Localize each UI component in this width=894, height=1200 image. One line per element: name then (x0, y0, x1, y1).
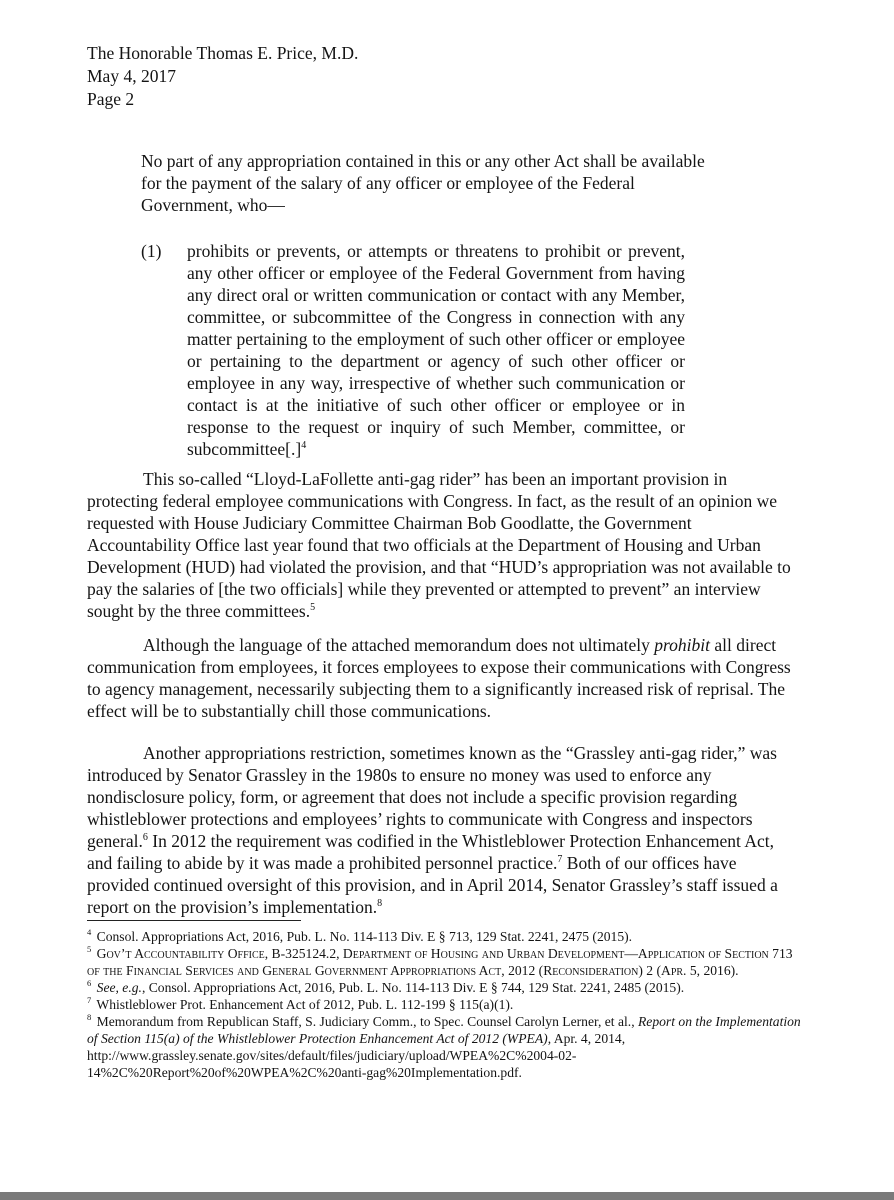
footnote-number: 7 (87, 995, 92, 1006)
paragraph-text: all direct communication from employees, it forces employees to expose their communications with Congress to agency management, necessarily subjecting them to a significantly increased risk of reprisal. The effect will be to substantially chill those communications. (87, 635, 791, 721)
footnote-8 (87, 1013, 807, 1081)
recipient-line: The Honorable Thomas E. Price, M.D. (87, 43, 359, 63)
footnote-text: Whistleblower Prot. Enhancement Act of 2012, Pub. L. 112-199 § 115(a)(1). (93, 997, 514, 1012)
footnote-ref-5: 5 (310, 602, 316, 614)
emphasis-prohibit: prohibit (654, 635, 711, 655)
quote-lead-text: No part of any appropriation contained in this or any other Act shall be available for the payment of the salary of any officer or employee of the Federal Government, who— (141, 151, 705, 215)
footnote-7 (87, 996, 807, 1013)
footnote-5 (87, 945, 807, 979)
paragraph-grassley-rider (87, 742, 797, 918)
footnote-text: Consol. Appropriations Act, 2016, Pub. L. No. 114-113 Div. E § 713, 129 Stat. 2241, 2475 (2015). (93, 929, 633, 944)
footnotes (87, 928, 807, 1081)
footnote-divider (87, 920, 301, 921)
quote-item-number: (1) (141, 241, 162, 261)
footnote-6 (87, 979, 807, 996)
paragraph-text: Although the language of the attached memorandum does not ultimately (143, 635, 655, 655)
footnote-number: 5 (87, 944, 92, 955)
footnote-signal: See, e.g. (93, 980, 142, 995)
footnote-ref-8: 8 (377, 898, 383, 910)
quote-item-body: prohibits or prevents, or attempts or threatens to prohibit or prevent, any other officer or employee of the Federal Government from having any direct oral or written communication or contact with any Member, committee, or subcommittee of the Congress in connection with any matter pertaining to the employment of such other officer or employee or pertaining to the department or agency of such other officer or employee in any way, irrespective of whether such communication or contact is at the initiative of such other officer or employee or in response to the request or inquiry of such Member, committee, or subcommittee[.] (187, 241, 685, 459)
footnote-ref-6: 6 (142, 832, 148, 844)
paragraph-text: Another appropriations restriction, sometimes known as the “Grassley anti-gag rider,” was introduced by Senator Grassley in the 1980s to ensure no money was used to enforce any nondisclosure policy, form, or agreement that does not include a specific provision regarding whistleblower protections and employees’ rights to communicate with Congress and inspectors general. (87, 743, 777, 851)
paragraph-text: Both of our offices have provided continued oversight of this provision, and in April 2014, Senator Grassley’s staff issued a report on the provision’s implementation. (87, 853, 778, 917)
report-title: Report on the Implementation of Section 115(a) of the Whistleblower Protection Enhancement Act of 2012 (WPEA) (87, 1014, 801, 1046)
footnote-text: Memorandum from Republican Staff, S. Judiciary Comm., to Spec. Counsel Carolyn Lerner, et al., (93, 1014, 638, 1029)
paragraph-memorandum (87, 634, 797, 722)
footnote-number: 8 (87, 1012, 92, 1023)
quote-item-text (187, 240, 685, 460)
footnote-text: , Apr. 4, 2014, http://www.grassley.senate.gov/sites/default/files/judiciary/upload/WPEA%2C%2004-02-14%2C%20Report%20of%20WPEA%2C%20anti-gag%20Implementation.pdf. (87, 1031, 626, 1080)
footnote-number: 6 (87, 978, 92, 989)
footnote-ref-4: 4 (301, 440, 307, 452)
footnote-4 (87, 928, 807, 945)
bottom-scan-edge (0, 1192, 894, 1200)
paragraph-text: In 2012 the requirement was codified in the Whistleblower Protection Enhancement Act, and failing to abide by it was made a prohibited personnel practice. (87, 831, 774, 873)
date-line: May 4, 2017 (87, 66, 176, 86)
footnote-ref-7: 7 (557, 854, 563, 866)
footnote-text: Gov’t Accountability Office, B-325124.2, Department of Housing and Urban Development—Application of Section 713 of the Financial Services and General Government Appropriations Act, 2012 (Reconsideration) 2 (Apr. 5, 2016). (87, 946, 793, 978)
block-quote (141, 150, 721, 459)
paragraph-lloyd-lafollette (87, 468, 797, 622)
page-number: Page 2 (87, 89, 135, 109)
letter-header (87, 42, 358, 111)
footnote-number: 4 (87, 927, 92, 938)
paragraph-text: This so-called “Lloyd-LaFollette anti-gag rider” has been an important provision in protecting federal employee communications with Congress. In fact, as the result of an opinion we requested with House Judiciary Committee Chairman Bob Goodlatte, the Government Accountability Office last year found that two officials at the Department of Housing and Urban Development (HUD) had violated the provision, and that “HUD’s appropriation was not available to pay the salaries of [the two officials] while they prevented or attempted to prevent” an interview sought by the three committees. (87, 469, 791, 621)
footnote-text: , Consol. Appropriations Act, 2016, Pub. L. No. 114-113 Div. E § 744, 129 Stat. 2241, 2485 (2015). (141, 980, 685, 995)
